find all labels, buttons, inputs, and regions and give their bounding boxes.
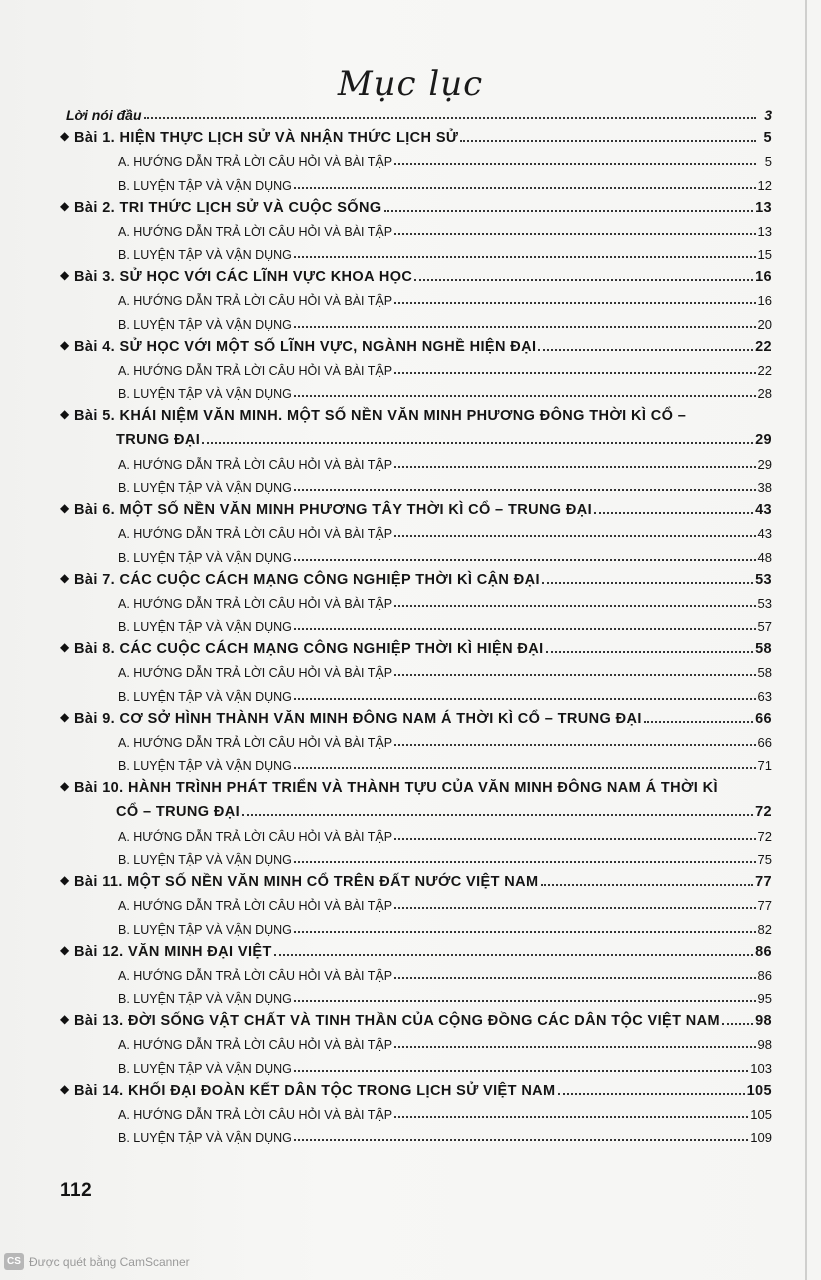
watermark-text: Được quét bằng CamScanner	[29, 1254, 190, 1269]
toc-entry-label: Bài 13. ĐỜI SỐNG VẬT CHẤT VÀ TINH THẦN CỦA CỘNG ĐỒNG CÁC DÂN TỘC VIỆT NAM	[74, 1013, 721, 1030]
toc-entry-label: B. LUYỆN TẬP VÀ VẬN DỤNG	[118, 922, 292, 937]
toc-subentry	[60, 355, 772, 378]
dot-leader	[546, 651, 754, 653]
toc-title: Mục lục	[337, 64, 484, 104]
toc-entry-label: CỔ – TRUNG ĐẠI	[116, 804, 241, 821]
dot-leader	[394, 535, 755, 537]
dot-leader	[202, 442, 753, 444]
dot-leader	[394, 163, 756, 165]
dot-leader	[294, 1070, 748, 1072]
toc-entry-label: B. LUYỆN TẬP VÀ VẬN DỤNG	[118, 759, 292, 774]
dot-leader	[460, 140, 756, 142]
toc-subentry	[60, 518, 772, 541]
toc-entry-page: 72	[755, 804, 772, 821]
dot-leader	[394, 1116, 748, 1118]
toc-entry-label: B. LUYỆN TẬP VÀ VẬN DỤNG	[118, 480, 292, 495]
toc-entry-label: A. HƯỚNG DẪN TRẢ LỜI CÂU HỎI VÀ BÀI TẬP	[118, 224, 393, 239]
toc-entry-label: B. LUYỆN TẬP VÀ VẬN DỤNG	[118, 178, 292, 193]
toc-entry-label: B. LUYỆN TẬP VÀ VẬN DỤNG	[118, 317, 292, 332]
diamond-bullet-icon: ◆	[60, 640, 70, 655]
dot-leader	[394, 674, 755, 676]
dot-leader	[294, 559, 756, 561]
diamond-bullet-icon: ◆	[60, 337, 70, 352]
diamond-bullet-icon: ◆	[60, 129, 70, 143]
toc-entry	[60, 193, 772, 216]
toc-entry-page: 75	[757, 851, 772, 867]
toc-entry-page: 82	[757, 921, 772, 937]
toc-entry-label: B. LUYỆN TẬP VÀ VẬN DỤNG	[118, 1061, 292, 1076]
dot-leader	[144, 117, 756, 119]
toc-subentry	[60, 890, 772, 913]
toc-entry-page: 105	[746, 1082, 772, 1099]
toc-entry-label: A. HƯỚNG DẪN TRẢ LỜI CÂU HỎI VÀ BÀI TẬP	[118, 829, 393, 844]
toc-subentry	[60, 611, 772, 634]
diamond-bullet-icon: ◆	[60, 268, 70, 283]
toc-entry-page: 71	[757, 758, 772, 774]
toc-entry-label: A. HƯỚNG DẪN TRẢ LỜI CÂU HỎI VÀ BÀI TẬP	[118, 1108, 393, 1123]
toc-subentry	[60, 472, 772, 495]
toc-subentry	[60, 820, 772, 843]
dot-leader	[394, 977, 755, 979]
toc-entry	[60, 937, 772, 960]
toc-entry-label: B. LUYỆN TẬP VÀ VẬN DỤNG	[118, 852, 292, 867]
toc-entry-page: 5	[763, 130, 772, 146]
dot-leader	[414, 279, 753, 281]
toc-entry-page: 43	[757, 526, 772, 542]
toc-entry-page: 57	[757, 619, 772, 635]
toc-entry-page: 5	[764, 154, 772, 170]
toc-entry-label: B. LUYỆN TẬP VÀ VẬN DỤNG	[118, 550, 292, 565]
dot-leader	[294, 1139, 748, 1141]
toc-subentry	[60, 983, 772, 1006]
toc-entry-label: Bài 5. KHÁI NIỆM VĂN MINH. MỘT SỐ NỀN VĂN MINH PHƯƠNG ĐÔNG THỜI KÌ CỔ –	[74, 408, 687, 425]
diamond-bullet-icon: ◆	[60, 198, 70, 213]
toc-entry-page: 77	[757, 898, 772, 914]
toc-subentry	[60, 308, 772, 331]
toc-subentry	[60, 1029, 772, 1052]
toc-entry-page: 13	[757, 223, 772, 239]
toc-entry-page: 28	[757, 386, 772, 402]
toc-entry-label: Lời nói đầu	[66, 107, 142, 123]
diamond-bullet-icon: ◆	[60, 407, 70, 422]
toc-entry-label: B. LUYỆN TẬP VÀ VẬN DỤNG	[118, 1131, 292, 1146]
toc-entry-page: 66	[755, 710, 772, 727]
toc-entry-page: 29	[755, 432, 772, 449]
toc-entry-page: 53	[755, 571, 772, 588]
dot-leader	[538, 349, 753, 351]
toc-subentry	[60, 216, 772, 239]
toc-entry-page: 48	[757, 549, 772, 565]
dot-leader	[294, 256, 756, 258]
toc-entry-label: Bài 3. SỬ HỌC VỚI CÁC LĨNH VỰC KHOA HỌC	[74, 269, 413, 286]
diamond-bullet-icon: ◆	[60, 709, 70, 724]
toc-entry-page: 15	[757, 247, 772, 263]
toc-subentry	[60, 169, 772, 192]
toc-entry	[60, 634, 772, 657]
toc-entry-page: 22	[755, 338, 772, 355]
toc-entry-label: A. HƯỚNG DẪN TRẢ LỜI CÂU HỎI VÀ BÀI TẬP	[118, 899, 393, 914]
toc-subentry	[60, 913, 772, 936]
toc-entry-page: 86	[757, 967, 772, 983]
camscanner-logo-icon: CS	[4, 1253, 24, 1270]
diamond-bullet-icon: ◆	[60, 872, 70, 887]
toc-entry	[60, 332, 772, 355]
diamond-bullet-icon: ◆	[60, 500, 70, 515]
toc-subentry	[60, 448, 772, 471]
toc-entry-page: 53	[757, 595, 772, 611]
toc-entry-page: 3	[764, 107, 772, 123]
toc-entry-page: 98	[755, 1013, 772, 1030]
toc-subentry	[60, 146, 772, 169]
diamond-bullet-icon: ◆	[60, 779, 70, 794]
toc-entry-page: 66	[757, 735, 772, 751]
toc-entry-page: 29	[757, 456, 772, 472]
dot-leader	[558, 1093, 745, 1095]
toc-subentry	[60, 285, 772, 308]
toc-entry-page: 16	[757, 293, 772, 309]
table-of-contents	[60, 99, 772, 1145]
toc-entry	[60, 123, 772, 146]
dot-leader	[394, 302, 755, 304]
dot-leader	[394, 466, 755, 468]
toc-entry-label: Bài 7. CÁC CUỘC CÁCH MẠNG CÔNG NGHIỆP THỜI KÌ CẬN ĐẠI	[74, 571, 540, 588]
toc-entry-label: TRUNG ĐẠI	[116, 432, 201, 449]
dot-leader	[274, 954, 753, 956]
toc-subentry	[60, 750, 772, 773]
toc-entry-label: A. HƯỚNG DẪN TRẢ LỜI CÂU HỎI VÀ BÀI TẬP	[118, 155, 393, 170]
toc-subentry	[60, 378, 772, 401]
toc-entry-page: 109	[750, 1130, 772, 1146]
dot-leader	[542, 582, 753, 584]
toc-subentry	[60, 727, 772, 750]
dot-leader	[394, 838, 755, 840]
toc-entry-label: A. HƯỚNG DẪN TRẢ LỜI CÂU HỎI VÀ BÀI TẬP	[118, 666, 393, 681]
toc-entry-page: 38	[757, 479, 772, 495]
toc-entry-page: 12	[757, 177, 772, 193]
diamond-bullet-icon: ◆	[60, 942, 70, 957]
dot-leader	[394, 233, 755, 235]
dot-leader	[541, 884, 754, 886]
dot-leader	[294, 861, 756, 863]
dot-leader	[294, 767, 756, 769]
dot-leader	[394, 605, 755, 607]
toc-entry-label: Bài 6. MỘT SỐ NỀN VĂN MINH PHƯƠNG TÂY THỜI KÌ CỔ – TRUNG ĐẠI	[74, 501, 593, 518]
toc-entry-label: Bài 8. CÁC CUỘC CÁCH MẠNG CÔNG NGHIỆP THỜI KÌ HIỆN ĐẠI	[74, 641, 544, 658]
toc-entry-page: 22	[757, 363, 772, 379]
toc-subentry	[60, 588, 772, 611]
toc-entry-page: 58	[755, 641, 772, 658]
toc-entry	[60, 796, 772, 820]
dot-leader	[294, 187, 756, 189]
toc-subentry	[60, 657, 772, 680]
dot-leader	[394, 372, 755, 374]
toc-entry-label: Bài 1. HIỆN THỰC LỊCH SỬ VÀ NHẬN THỨC LỊCH SỬ	[74, 130, 459, 146]
toc-entry	[60, 99, 772, 123]
toc-entry-label: Bài 2. TRI THỨC LỊCH SỬ VÀ CUỘC SỐNG	[74, 199, 382, 216]
toc-entry	[60, 773, 772, 796]
toc-subentry	[60, 680, 772, 703]
toc-entry-page: 95	[757, 991, 772, 1007]
toc-entry-label: Bài 11. MỘT SỐ NỀN VĂN MINH CỔ TRÊN ĐẤT NƯỚC VIỆT NAM	[74, 873, 539, 890]
toc-entry-label: A. HƯỚNG DẪN TRẢ LỜI CÂU HỎI VÀ BÀI TẬP	[118, 1038, 393, 1053]
toc-entry-page: 105	[750, 1107, 772, 1123]
toc-entry	[60, 495, 772, 518]
toc-entry-page: 103	[750, 1060, 772, 1076]
dot-leader	[294, 931, 756, 933]
toc-entry-label: B. LUYỆN TẬP VÀ VẬN DỤNG	[118, 248, 292, 263]
toc-subentry	[60, 844, 772, 867]
toc-entry-label: B. LUYỆN TẬP VÀ VẬN DỤNG	[118, 387, 292, 402]
dot-leader	[394, 1046, 755, 1048]
toc-entry-label: Bài 9. CƠ SỞ HÌNH THÀNH VĂN MINH ĐÔNG NAM Á THỜI KÌ CỔ – TRUNG ĐẠI	[74, 710, 642, 727]
toc-entry	[60, 1006, 772, 1029]
toc-subentry	[60, 1099, 772, 1122]
toc-entry-label: Bài 12. VĂN MINH ĐẠI VIỆT	[74, 943, 272, 960]
dot-leader	[594, 512, 753, 514]
toc-subentry	[60, 1122, 772, 1145]
toc-entry-label: B. LUYỆN TẬP VÀ VẬN DỤNG	[118, 689, 292, 704]
toc-entry-label: A. HƯỚNG DẪN TRẢ LỜI CÂU HỎI VÀ BÀI TẬP	[118, 736, 393, 751]
toc-entry-label: B. LUYỆN TẬP VÀ VẬN DỤNG	[118, 620, 292, 635]
toc-entry	[60, 1076, 772, 1099]
toc-entry-label: A. HƯỚNG DẪN TRẢ LỜI CÂU HỎI VÀ BÀI TẬP	[118, 596, 393, 611]
toc-entry-page: 98	[757, 1037, 772, 1053]
toc-subentry	[60, 1052, 772, 1075]
dot-leader	[394, 907, 755, 909]
dot-leader	[294, 489, 756, 491]
toc-entry-page: 16	[755, 269, 772, 286]
toc-subentry	[60, 541, 772, 564]
toc-entry-label: Bài 4. SỬ HỌC VỚI MỘT SỐ LĨNH VỰC, NGÀNH NGHỀ HIỆN ĐẠI	[74, 338, 537, 355]
dot-leader	[294, 698, 756, 700]
toc-entry	[60, 867, 772, 890]
diamond-bullet-icon: ◆	[60, 1012, 70, 1027]
toc-entry	[60, 424, 772, 448]
dot-leader	[722, 1023, 753, 1025]
dot-leader	[294, 628, 756, 630]
toc-entry-page: 63	[757, 688, 772, 704]
toc-entry-page: 13	[755, 199, 772, 216]
toc-entry-page: 58	[757, 665, 772, 681]
toc-entry-label: Bài 10. HÀNH TRÌNH PHÁT TRIỂN VÀ THÀNH TỰU CỦA VĂN MINH ĐÔNG NAM Á THỜI KÌ	[74, 780, 718, 797]
toc-entry-label: A. HƯỚNG DẪN TRẢ LỜI CÂU HỎI VÀ BÀI TẬP	[118, 457, 393, 472]
diamond-bullet-icon: ◆	[60, 1081, 70, 1096]
dot-leader	[242, 814, 753, 816]
toc-entry-label: A. HƯỚNG DẪN TRẢ LỜI CÂU HỎI VÀ BÀI TẬP	[118, 294, 393, 309]
toc-entry-label: B. LUYỆN TẬP VÀ VẬN DỤNG	[118, 992, 292, 1007]
dot-leader	[384, 210, 754, 212]
dot-leader	[644, 721, 753, 723]
toc-entry	[60, 704, 772, 727]
toc-entry	[60, 565, 772, 588]
toc-entry	[60, 401, 772, 424]
page-number: 112	[60, 1180, 93, 1201]
toc-entry-label: A. HƯỚNG DẪN TRẢ LỜI CÂU HỎI VÀ BÀI TẬP	[118, 968, 393, 983]
dot-leader	[294, 1000, 756, 1002]
toc-entry-page: 77	[755, 873, 772, 890]
dot-leader	[294, 395, 756, 397]
diamond-bullet-icon: ◆	[60, 570, 70, 585]
dot-leader	[294, 326, 756, 328]
toc-entry	[60, 262, 772, 285]
toc-entry-page: 72	[757, 828, 772, 844]
camscanner-watermark	[4, 1253, 190, 1270]
toc-entry-page: 20	[757, 316, 772, 332]
toc-entry-label: A. HƯỚNG DẪN TRẢ LỜI CÂU HỎI VÀ BÀI TẬP	[118, 364, 393, 379]
toc-entry-label: Bài 14. KHỐI ĐẠI ĐOÀN KẾT DÂN TỘC TRONG LỊCH SỬ VIỆT NAM	[74, 1082, 556, 1099]
toc-subentry	[60, 960, 772, 983]
toc-subentry	[60, 239, 772, 262]
dot-leader	[394, 744, 755, 746]
toc-entry-label: A. HƯỚNG DẪN TRẢ LỜI CÂU HỎI VÀ BÀI TẬP	[118, 527, 393, 542]
toc-entry-page: 86	[755, 943, 772, 960]
page-edge-shadow	[805, 0, 807, 1280]
toc-entry-page: 43	[755, 501, 772, 518]
